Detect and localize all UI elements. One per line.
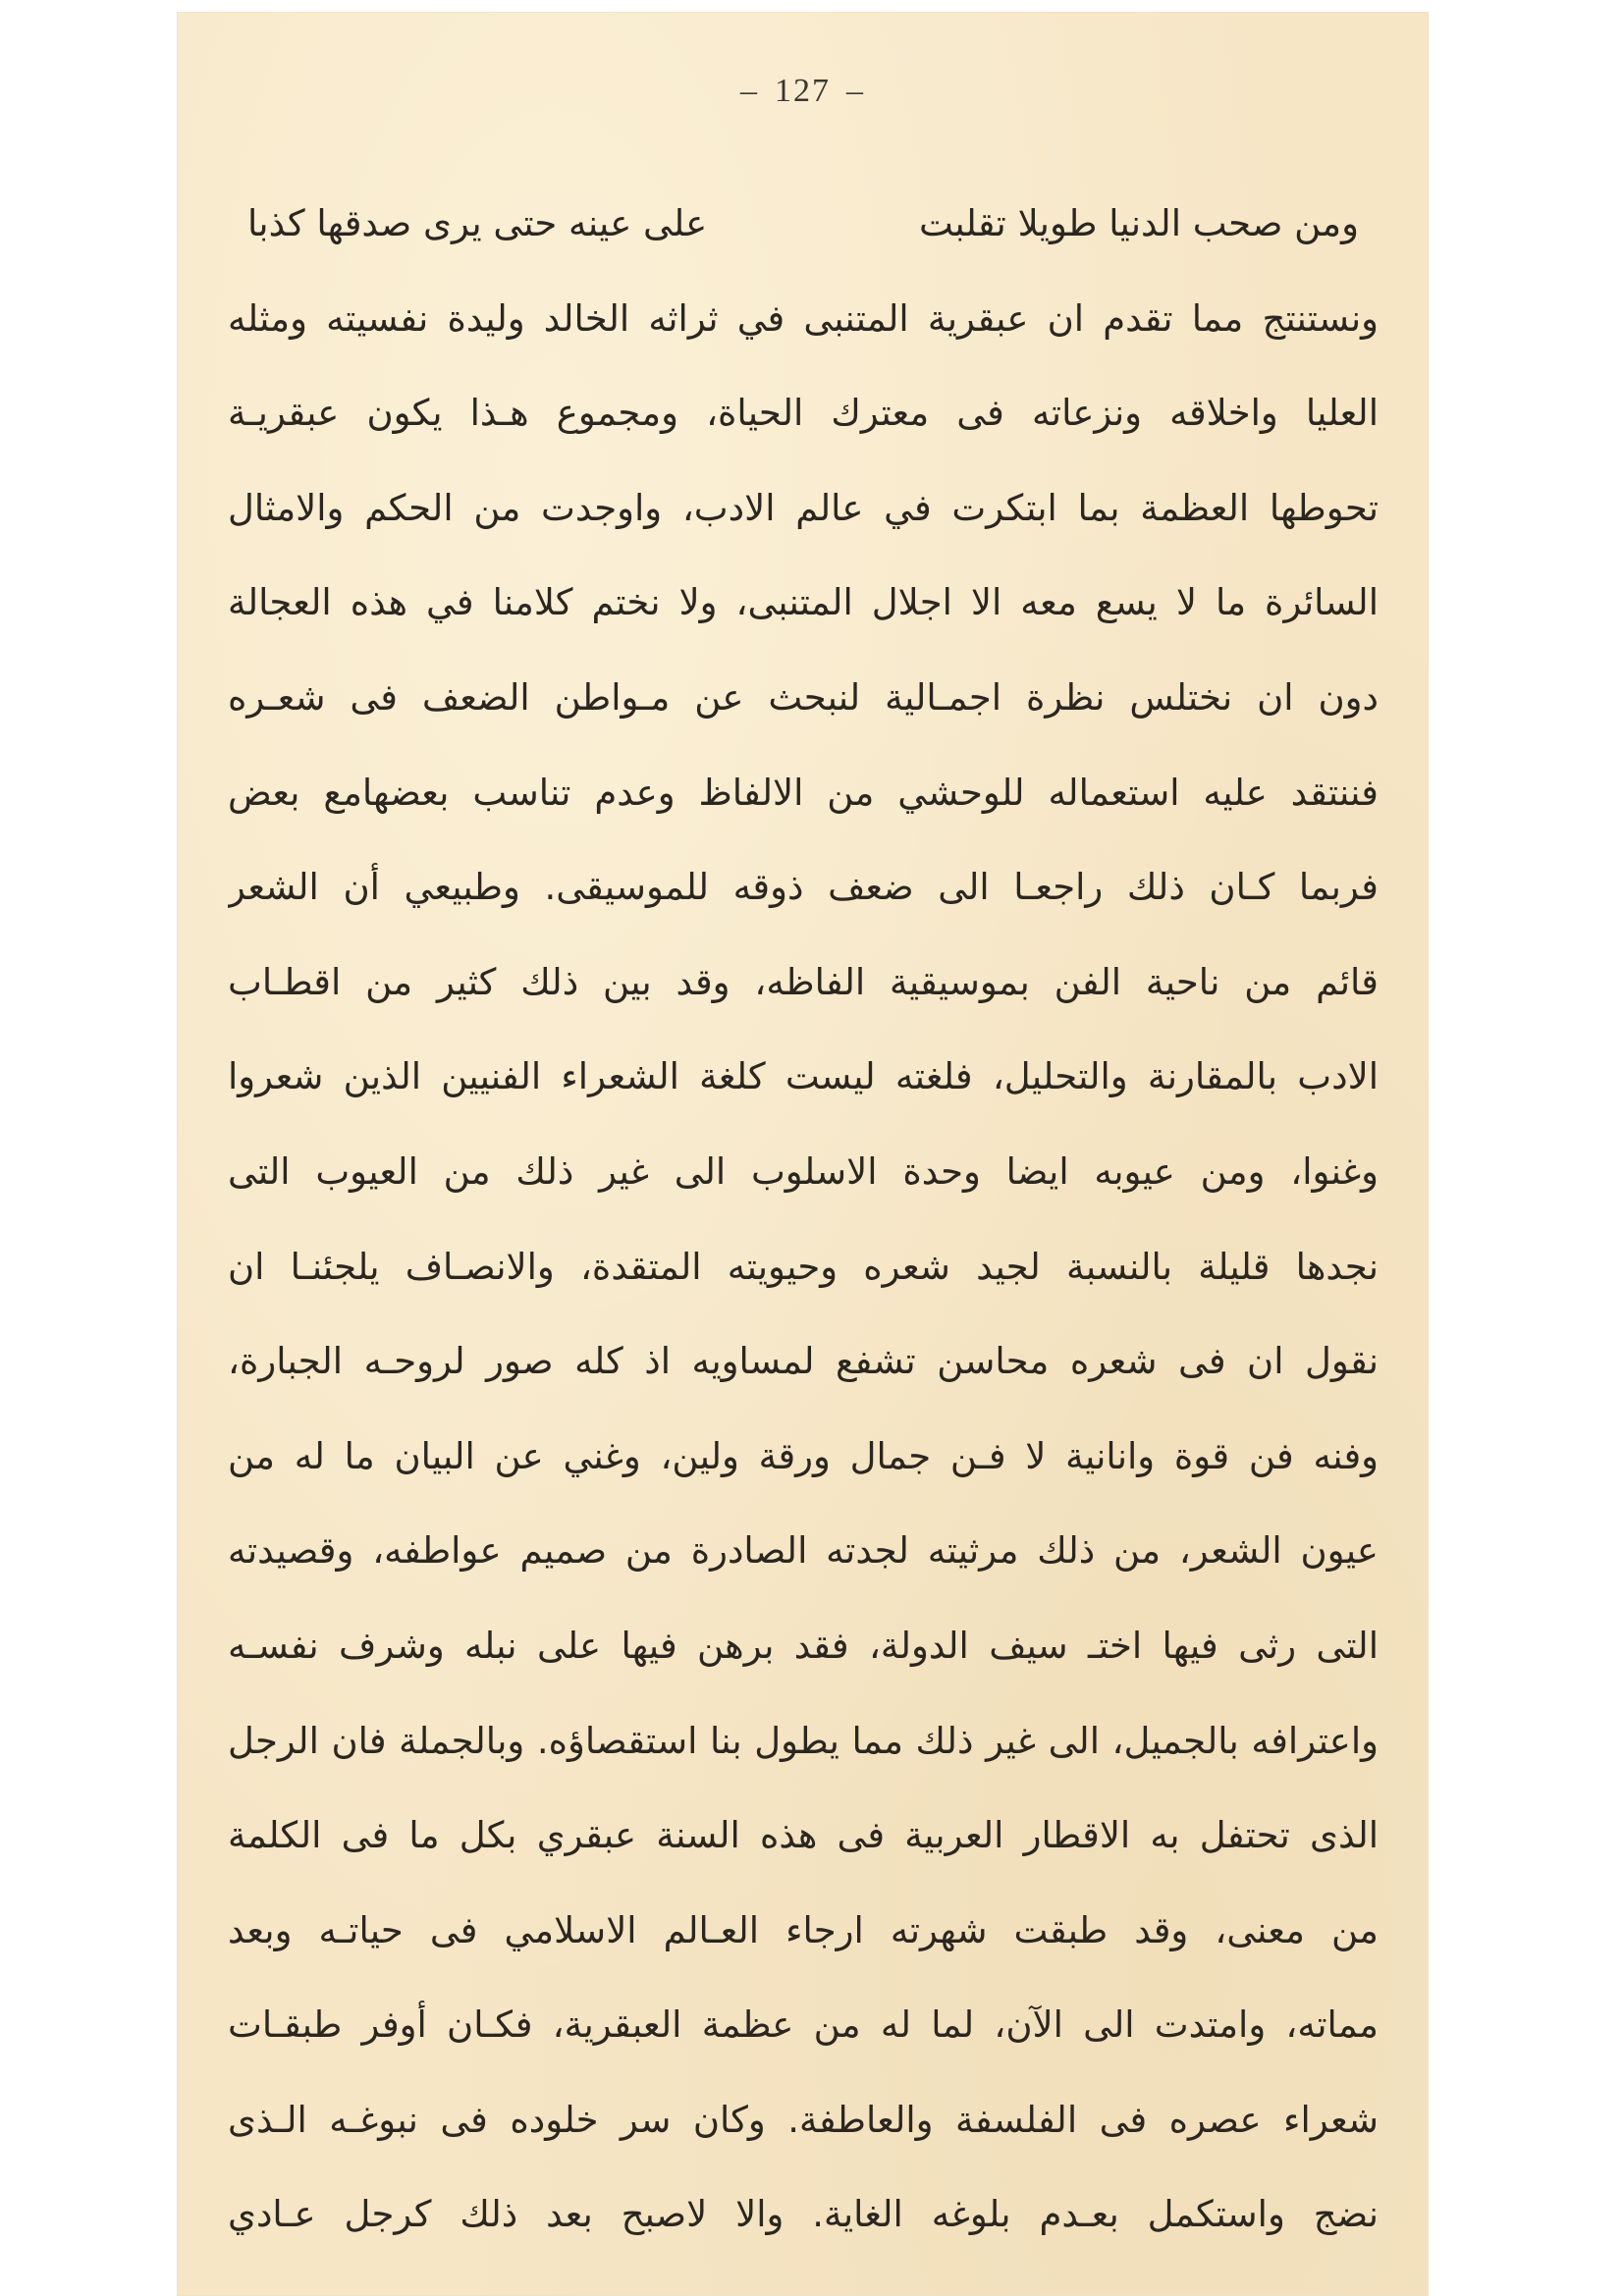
poetry-verse (228, 177, 1379, 272)
text-line: ونستنتج مما تقدم ان عبقرية المتنبى في ثراثه الخالد وليدة نفسيته ومثله (228, 296, 1379, 340)
page-number-dash-right: – (846, 73, 865, 109)
text-line: نضج واستكمل بعـدم بلوغه الغاية. والا لاصبح بعد ذلك كرجل عـادي (228, 2193, 1379, 2236)
book-page (177, 12, 1429, 2296)
page-number (177, 73, 1429, 110)
verse-second-hemistich: على عينه حتى يرى صدقها كذبا (247, 202, 708, 244)
text-line: فننتقد عليه استعماله للوحشي من الالفاظ وعدم تناسب بعضهامع بعض (228, 771, 1379, 814)
text-line: نقول ان فى شعره محاسن تشفع لمساويه اذ كله صور لروحـه الجبارة، (228, 1340, 1379, 1383)
text-line: السائرة ما لا يسع معه الا اجلال المتنبى، ولا نختم كلامنا في هذه العجالة (228, 581, 1379, 624)
text-line: شعراء عصره فى الفلسفة والعاطفة. وكان سر خلوده فى نبوغـه الـذى (228, 2098, 1379, 2141)
page-number-dash-left: – (740, 73, 759, 109)
text-line: تحوطها العظمة بما ابتكرت في عالم الادب، واوجدت من الحكم والامثال (228, 486, 1379, 529)
text-line: الذى تحتفل به الاقطار العربية فى هذه السنة عبقري بكل ما فى الكلمة (228, 1814, 1379, 1857)
text-line: وغنوا، ومن عيوبه ايضا وحدة الاسلوب الى غير ذلك من العيوب التى (228, 1149, 1379, 1193)
text-line: دون ان نختلس نظرة اجمـالية لنبحث عن مـواطن الضعف فى شعـره (228, 675, 1379, 719)
text-line: العليا واخلاقه ونزعاته فى معترك الحياة، ومجموع هـذا يكون عبقريـة (228, 392, 1379, 435)
text-line: الادب بالمقارنة والتحليل، فلغته ليست كلغة الشعراء الفنيين الذين شعروا (228, 1055, 1379, 1098)
text-line: واعترافه بالجميل، الى غير ذلك مما يطول بنا استقصاؤه. وبالجملة فان الرجل (228, 1719, 1379, 1762)
text-line: قائم من ناحية الفن بموسيقية الفاظه، وقد بين ذلك كثير من اقطـاب (228, 960, 1379, 1003)
text-line: فربما كـان ذلك راجعـا الى ضعف ذوقه للموسيقى. وطبيعي أن الشعر (228, 866, 1379, 909)
page-number-value: 127 (775, 73, 831, 109)
verse-first-hemistich: ومن صحب الدنيا طويلا تقلبت (919, 202, 1359, 244)
text-line: التى رثى فيها اختـ سيف الدولة، فقد برهن فيها على نبله وشرف نفسـه (228, 1624, 1379, 1667)
text-line: من معنى، وقد طبقت شهرته ارجاء العـالم الاسلامي فى حياتـه وبعد (228, 1908, 1379, 1951)
text-line: مماته، وامتدت الى الآن، لما له من عظمة العبقرية، فكـان أوفر طبقـات (228, 2003, 1379, 2047)
text-line: نجدها قليلة بالنسبة لجيد شعره وحيويته المتقدة، والانصـاف يلجئنـا ان (228, 1245, 1379, 1288)
text-line: عيون الشعر، من ذلك مرثيته لجدته الصادرة من صميم عواطفه، وقصيدته (228, 1529, 1379, 1573)
text-line: وفنه فن قوة وانانية لا فـن جمال ورقة ولين، وغني عن البيان ما له من (228, 1434, 1379, 1477)
body-text (228, 177, 1379, 2263)
